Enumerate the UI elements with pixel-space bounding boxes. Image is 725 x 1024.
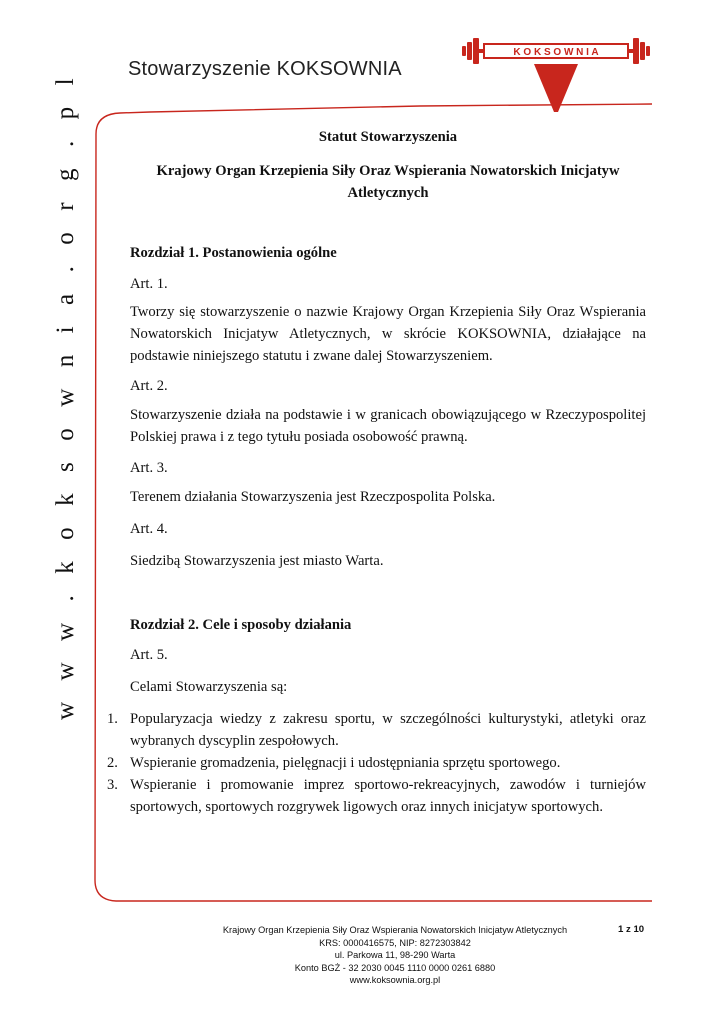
list-item: 3. Wspieranie i promowanie imprez sportowo-rekreacyjnych, zawodów i turniejów sportowych, sportowych rozgrywek ligowych oraz innych inicjatyw sportowych. [107, 777, 646, 815]
art-4-text: Siedzibą Stowarzyszenia jest miasto Warta. [130, 553, 384, 569]
list-item: 1. Popularyzacja wiedzy z zakresu sportu, w szczególności kulturystyki, atletyki oraz wybranych dyscyplin zespołowych. [107, 711, 646, 749]
art-5-label: Art. 5. [130, 647, 168, 663]
page-number: 1 z 10 [618, 924, 645, 935]
art-2-label: Art. 2. [130, 378, 168, 394]
art-3-label: Art. 3. [130, 460, 168, 476]
art-3-text: Terenem działania Stowarzyszenia jest Rzeczpospolita Polska. [130, 489, 496, 505]
document-subtitle: Krajowy Organ Krzepienia Siły Oraz Wspierania Nowatorskich Inicjatyw Atletycznych [156, 163, 620, 201]
chapter-1-heading: Rozdział 1. Postanowienia ogólne [130, 245, 337, 261]
side-website-text: w w w . k o k s o w n i a . o r g . p l [52, 70, 79, 720]
logo-text: K O K S O W N I A [513, 47, 599, 58]
art-1-text: Tworzy się stowarzyszenie o nazwie Krajowy Organ Krzepienia Siły Oraz Wspierania Nowatorskich Inicjatyw Atletycznych, w skrócie KOKSOWNIA, działające na podstawie niniejszego statutu i zwane dalej Stowarzyszeniem. [130, 304, 646, 364]
chapter-2-heading: Rozdział 2. Cele i sposoby działania [130, 617, 352, 633]
footer [140, 924, 650, 987]
koksownia-logo [462, 34, 650, 114]
list-item: 2. Wspieranie gromadzenia, pielęgnacji i udostępniania sprzętu sportowego. [107, 755, 561, 771]
art-2-text: Stowarzyszenie działa na podstawie i w granicach obowiązującego w Rzeczypospolitej Polskiej prawa i z tego tytułu posiada osobowość prawną. [130, 407, 646, 445]
footer-website: www.koksownia.org.pl [349, 975, 441, 985]
footer-bank-account: Konto BGŻ - 32 2030 0045 1110 0000 0261 6880 [294, 962, 496, 973]
footer-registry: KRS: 0000416575, NIP: 8272303842 [319, 937, 471, 948]
goals-list [107, 708, 646, 818]
header-title: Stowarzyszenie KOKSOWNIA [128, 58, 402, 80]
art-5-intro: Celami Stowarzyszenia są: [130, 679, 288, 695]
art-4-label: Art. 4. [130, 521, 168, 537]
art-1-label: Art. 1. [130, 276, 168, 292]
footer-address: ul. Parkowa 11, 98-290 Warta [334, 950, 456, 960]
footer-org-name: Krajowy Organ Krzepienia Siły Oraz Wspierania Nowatorskich Inicjatyw Atletycznych [222, 925, 568, 935]
document-heading: Statut Stowarzyszenia [318, 129, 458, 145]
